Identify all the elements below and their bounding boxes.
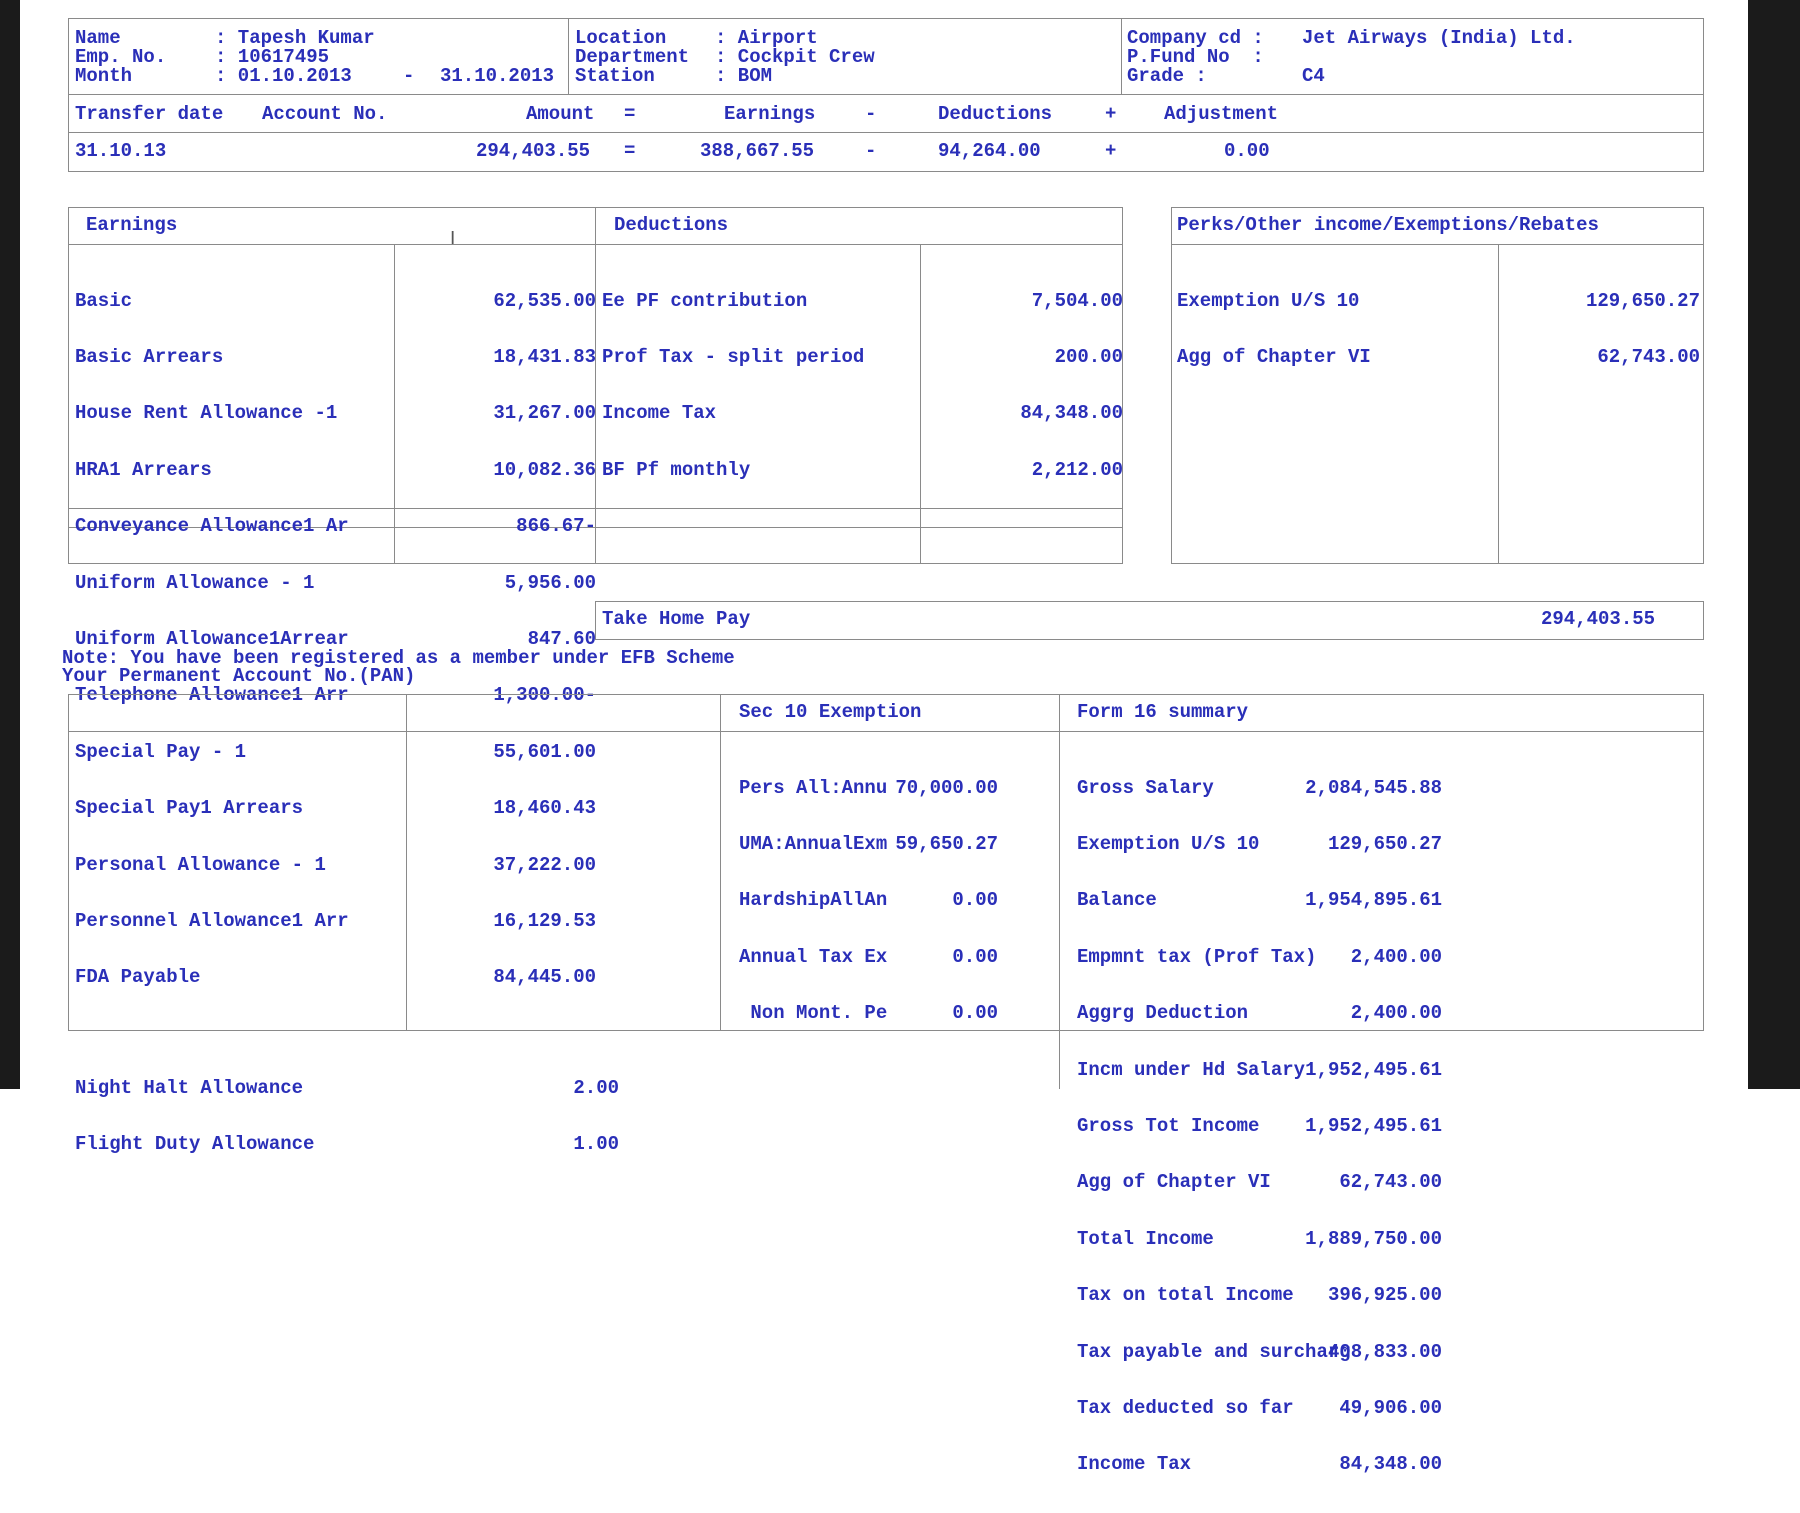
earnings-value: 388,667.55	[700, 140, 815, 162]
text-cursor-icon: I	[450, 228, 456, 249]
sec10-label: UMA:AnnualExm	[739, 832, 888, 855]
transfer-date-value: 31.10.13	[75, 140, 167, 162]
station-label: Station	[575, 65, 655, 87]
form16-label: Gross Salary	[1077, 776, 1214, 799]
allowance-label: Night Halt Allowance	[75, 1076, 304, 1099]
earnings-amount: 18,431.83	[493, 345, 596, 368]
sec10-amount: 0.00	[952, 1002, 998, 1025]
earnings-amount: 847.60	[527, 627, 596, 650]
earnings-amount: 55,601.00	[493, 740, 596, 763]
sec10-label: Non Mont. Pe	[739, 1002, 888, 1025]
earnings-amount: 31,267.00	[493, 402, 596, 425]
sec10-label: HardshipAllAn	[739, 889, 888, 912]
earnings-label: Conveyance Allowance1 Ar	[75, 515, 349, 538]
earnings-label: Uniform Allowance - 1	[75, 571, 315, 594]
form16-label: Aggrg Deduction	[1077, 1002, 1249, 1025]
form16-amount: 129,650.27	[1327, 832, 1442, 855]
earnings-header: Earnings	[724, 103, 816, 125]
department-label: Department	[575, 46, 690, 68]
form16-title: Form 16 summary	[1077, 701, 1249, 723]
left-dark-margin	[0, 0, 20, 1089]
pan-note: Your Permanent Account No.(PAN)	[62, 665, 416, 687]
deductions-amount: 2,212.00	[1031, 458, 1123, 481]
sec10-labels	[739, 741, 887, 1061]
perks-amounts	[1586, 254, 1700, 404]
month-label: Month	[75, 65, 133, 87]
earnings-amount: 866.67-	[516, 515, 596, 538]
earnings-label: Basic Arrears	[75, 345, 224, 368]
emp-no-value: : 10617495	[215, 46, 330, 68]
sec10-amount: 0.00	[952, 945, 998, 968]
earnings-label: Special Pay - 1	[75, 740, 247, 763]
name-label: Name	[75, 27, 121, 49]
earnings-amount: 37,222.00	[493, 853, 596, 876]
allowance-labels	[75, 1041, 314, 1191]
deductions-label: Ee PF contribution	[602, 289, 808, 312]
take-home-pay-value: 294,403.55	[1541, 608, 1656, 630]
earnings-amount: 16,129.53	[493, 909, 596, 932]
deductions-header: Deductions	[938, 103, 1053, 125]
earnings-label: FDA Payable	[75, 966, 201, 989]
location-value: : Airport	[715, 27, 818, 49]
perks-amount: 129,650.27	[1585, 289, 1700, 312]
allowance-amount: 1.00	[573, 1132, 619, 1155]
amount-value: 294,403.55	[476, 140, 591, 162]
deductions-label: Prof Tax - split period	[602, 345, 865, 368]
form16-amount: 62,743.00	[1339, 1171, 1442, 1194]
earnings-label: Telephone Allowance1 Arr	[75, 684, 349, 707]
form16-label: Empmnt tax (Prof Tax)	[1077, 945, 1317, 968]
efb-note: Note: You have been registered as a member under EFB Scheme	[62, 647, 735, 669]
form16-amount: 2,400.00	[1350, 1002, 1442, 1025]
equals-sign: =	[624, 103, 636, 125]
form16-label: Incm under Hd Salary	[1077, 1058, 1306, 1081]
sec10-title: Sec 10 Exemption	[739, 701, 922, 723]
location-label: Location	[575, 27, 667, 49]
earnings-amount: 1,300.00-	[493, 684, 596, 707]
perks-labels	[1177, 254, 1371, 404]
transfer-date-header: Transfer date	[75, 103, 224, 125]
earnings-amount: 62,535.00	[493, 289, 596, 312]
deductions-label: BF Pf monthly	[602, 458, 751, 481]
perks-amount: 62,743.00	[1597, 345, 1700, 368]
deductions-labels	[602, 254, 864, 517]
form16-amount: 2,400.00	[1350, 945, 1442, 968]
sec10-amounts	[895, 741, 998, 1061]
grade-label: Grade :	[1127, 65, 1207, 87]
form16-amount: 49,906.00	[1339, 1396, 1442, 1419]
perks-label: Agg of Chapter VI	[1177, 345, 1371, 368]
plus-sign-value: +	[1105, 140, 1117, 162]
form16-amount: 396,925.00	[1327, 1284, 1442, 1307]
plus-sign: +	[1105, 103, 1117, 125]
deductions-amount: 84,348.00	[1020, 402, 1123, 425]
earnings-amount: 18,460.43	[493, 797, 596, 820]
perks-label: Exemption U/S 10	[1177, 289, 1360, 312]
form16-label: Tax payable and surcharg	[1077, 1340, 1351, 1363]
earnings-amount: 5,956.00	[504, 571, 596, 594]
payslip-document	[20, 0, 1748, 1476]
form16-amount: 1,952,495.61	[1305, 1058, 1442, 1081]
name-value: : Tapesh Kumar	[215, 27, 375, 49]
company-label: Company cd :	[1127, 27, 1264, 49]
form16-amount: 408,833.00	[1327, 1340, 1442, 1363]
department-value: : Cockpit Crew	[715, 46, 875, 68]
earnings-label: Personnel Allowance1 Arr	[75, 909, 349, 932]
earnings-label: Personal Allowance - 1	[75, 853, 326, 876]
deductions-value: 94,264.00	[938, 140, 1041, 162]
form16-amounts	[1305, 741, 1442, 1512]
earnings-amount: 10,082.36	[493, 458, 596, 481]
earnings-label: Basic	[75, 289, 133, 312]
earnings-label: HRA1 Arrears	[75, 458, 212, 481]
deductions-title: Deductions	[614, 214, 729, 236]
deductions-amount: 200.00	[1054, 345, 1123, 368]
company-value: Jet Airways (India) Ltd.	[1302, 27, 1576, 49]
form16-amount: 2,084,545.88	[1305, 776, 1442, 799]
month-from: : 01.10.2013	[215, 65, 352, 87]
take-home-pay-box	[595, 601, 1704, 640]
earnings-label: House Rent Allowance -1	[75, 402, 338, 425]
allowance-amount: 2.00	[573, 1076, 619, 1099]
adjustment-value: 0.00	[1224, 140, 1270, 162]
pfund-label: P.Fund No :	[1127, 46, 1264, 68]
form16-amount: 1,954,895.61	[1305, 889, 1442, 912]
form16-label: Total Income	[1077, 1227, 1214, 1250]
month-to: 31.10.2013	[440, 65, 555, 87]
take-home-pay-label: Take Home Pay	[602, 608, 751, 630]
sec10-amount: 70,000.00	[895, 776, 998, 799]
earnings-title: Earnings	[86, 214, 178, 236]
sec10-label: Annual Tax Ex	[739, 945, 888, 968]
earnings-label: Special Pay1 Arrears	[75, 797, 304, 820]
emp-no-label: Emp. No.	[75, 46, 167, 68]
form16-label: Exemption U/S 10	[1077, 832, 1260, 855]
account-no-header: Account No.	[262, 103, 388, 125]
form16-amount: 84,348.00	[1339, 1453, 1442, 1476]
form16-label: Income Tax	[1077, 1453, 1192, 1476]
form16-label: Agg of Chapter VI	[1077, 1171, 1271, 1194]
form16-amount: 1,889,750.00	[1305, 1227, 1442, 1250]
perks-title: Perks/Other income/Exemptions/Rebates	[1177, 214, 1599, 236]
form16-label: Tax on total Income	[1077, 1284, 1294, 1307]
month-dash: -	[403, 65, 415, 87]
deductions-amounts	[1020, 254, 1123, 517]
sec10-amount: 0.00	[952, 889, 998, 912]
form16-amount: 1,952,495.61	[1305, 1114, 1442, 1137]
earnings-label: Uniform Allowance1Arrear	[75, 627, 349, 650]
form16-label: Gross Tot Income	[1077, 1114, 1260, 1137]
right-dark-margin	[1748, 0, 1800, 1089]
minus-sign: -	[865, 103, 877, 125]
allowance-label: Flight Duty Allowance	[75, 1132, 315, 1155]
deductions-label: Income Tax	[602, 402, 717, 425]
earnings-amount: 84,445.00	[493, 966, 596, 989]
equals-sign-value: =	[624, 140, 636, 162]
amount-header: Amount	[526, 103, 595, 125]
sec10-amount: 59,650.27	[895, 832, 998, 855]
form16-label: Balance	[1077, 889, 1157, 912]
minus-sign-value: -	[865, 140, 877, 162]
deductions-amount: 7,504.00	[1031, 289, 1123, 312]
allowance-amounts	[573, 1041, 619, 1191]
form16-label: Tax deducted so far	[1077, 1396, 1294, 1419]
grade-value: C4	[1302, 65, 1325, 87]
sec10-label: Pers All:Annu	[739, 776, 888, 799]
station-value: : BOM	[715, 65, 773, 87]
adjustment-header: Adjustment	[1164, 103, 1279, 125]
